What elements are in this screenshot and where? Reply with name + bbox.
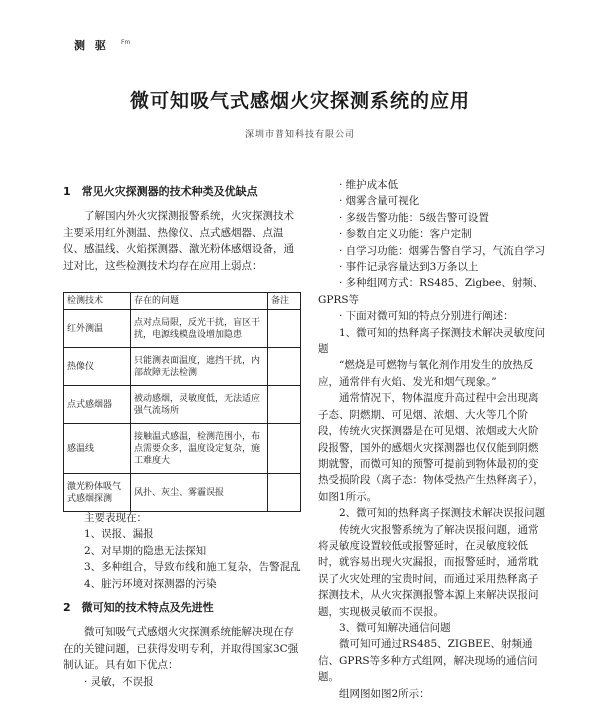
table-cell-issue: 只能测表面温度，遮挡干扰，内部故障无法检测	[131, 348, 268, 386]
problems-lead: 主要表现在：	[84, 512, 147, 524]
table-cell-issue: 点对点局限，反光干扰，盲区干扰，电源线模盘设增加隐患	[131, 310, 268, 348]
table-row	[64, 474, 301, 512]
advantage-bullet: · 维护成本低	[339, 179, 399, 191]
problem-item: 1、误报、漏报	[84, 528, 154, 541]
table-cell-note	[268, 424, 301, 474]
figure-reference: 组网图如图2所示：	[339, 687, 430, 700]
subsection-3-heading: 3、微可知解决通信问题	[339, 621, 451, 634]
advantage-bullet: · 多级告警功能：5级告警可设置	[339, 211, 489, 224]
table-cell-tech: 激光粉体吸气式感烟探测	[64, 474, 131, 512]
author-line: 深圳市普知科技有限公司	[244, 130, 355, 140]
problem-item: 2、对早期的隐患无法探知	[84, 544, 207, 557]
table-cell-note	[268, 474, 301, 512]
advantage-bullet: · 灵敏，不误报	[84, 675, 154, 688]
problem-item: 3、多种组合，导致布线和施工复杂，告警混乱	[84, 561, 301, 574]
subsection-3-text: 微可知可通过RS485、ZIGBEE、射频通信、GPRS等多种方式组网，解决现场的通信问题。	[318, 638, 538, 684]
advantage-bullet: · 烟雾含量可视化	[339, 195, 420, 208]
section-1-heading: 1 常见火灾探测器的技术种类及优缺点	[63, 185, 258, 198]
table-cell-tech: 热像仪	[64, 348, 131, 386]
table-cell-note	[268, 310, 301, 348]
journal-header: 测 驱	[74, 39, 109, 52]
journal-header-small: Fm	[121, 39, 131, 46]
advantage-bullet: · 自学习功能：烟雾告警自学习，气流自学习	[339, 244, 546, 257]
explanation-intro: · 下面对微可知的特点分别进行阐述：	[339, 310, 514, 323]
table-cell-tech: 点式感烟器	[64, 386, 131, 424]
table-cell-issue: 接触温式感温，检测范围小，布点需要众多，温度设定复杂，施工难度大	[131, 424, 268, 474]
technology-table	[63, 292, 301, 512]
section-2-text: 微可知吸气式感烟火灾探测系统能解决现在存在的关键问题，已获得发明专利，并取得国家3C强制认证。具有如下优点：	[63, 626, 299, 672]
table-row	[64, 386, 301, 424]
section-2-heading: 2 微可知的技术特点及先进性	[63, 601, 214, 615]
subsection-1-heading: 1、微可知的热释离子探测技术解决灵敏度问题	[318, 326, 546, 356]
left-column-bottom	[63, 510, 301, 690]
table-cell-tech: 红外测温	[64, 310, 131, 348]
advantage-bullet: · 事件记录容量达到3万条以上	[339, 261, 479, 274]
combustion-quote: “燃烧是可燃物与氧化剂作用发生的放热反应，通常伴有火焰、发光和烟气现象。”	[318, 359, 534, 388]
subsection-2-text: 传统火灾报警系统为了解决误报问题，通常将灵敏度设置较低或报警延时，在灵敏度较低时，就容易出现火灾漏报，而报警延时，通常耽误了火灾处理的宝贵时间，而通过采用热释离子探测技术，从火灾探测报警本源上来解决误报问题，实现极灵敏而不误报。	[318, 523, 539, 618]
table-header-cell: 检测技术	[64, 293, 131, 310]
table-cell-issue: 被动感烟，灵敏度低，无法适应强气流场所	[131, 386, 268, 424]
table-row	[64, 424, 301, 474]
left-column-top	[63, 184, 301, 274]
table-row	[64, 348, 301, 386]
table-cell-issue: 风扑、灰尘、雾霾误报	[131, 474, 268, 512]
subsection-1-text: 通常情况下，物体温度升高过程中会出现离子态、阴燃期、可见烟、浓烟、大火等几个阶段，传统火灾探测器是在可见烟、浓烟或大火阶段报警，国外的感烟火灾探测器也仅仅能到阴燃期就警，而微可知的预警可提前到物体最初的变热受损阶段（离子态：物体受热产生热释离子），如图1所示。	[318, 392, 544, 503]
table-cell-note	[268, 348, 301, 386]
subsection-2-heading: 2、微可知的热释离子探测技术解决误报问题	[339, 507, 546, 520]
table-header-cell: 存在的问题	[131, 293, 268, 310]
section-1-intro: 了解国内外火灾探测报警系统，火灾探测技术主要采用红外测温、热像仪、点式感烟器、点温仪、感温线、火焰探测器、激光粉体感烟设备，通过对比，这些检测技术均存在应用上弱点：	[63, 210, 294, 272]
table-cell-tech: 感温线	[64, 424, 131, 474]
table-header-cell: 备注	[268, 293, 301, 310]
advantage-bullet: · 多种组网方式：RS485、Zigbee、射频、GPRS等	[318, 277, 544, 306]
table-row	[64, 310, 301, 348]
table-header-row	[64, 293, 301, 310]
advantage-bullet: · 参数自定义功能：客户定制	[339, 228, 472, 241]
table-cell-note	[268, 386, 301, 424]
article-title: 微可知吸气式感烟火灾探测系统的应用	[129, 90, 470, 112]
right-column	[318, 177, 548, 702]
problem-item: 4、脏污环境对探测器的污染	[84, 577, 217, 590]
